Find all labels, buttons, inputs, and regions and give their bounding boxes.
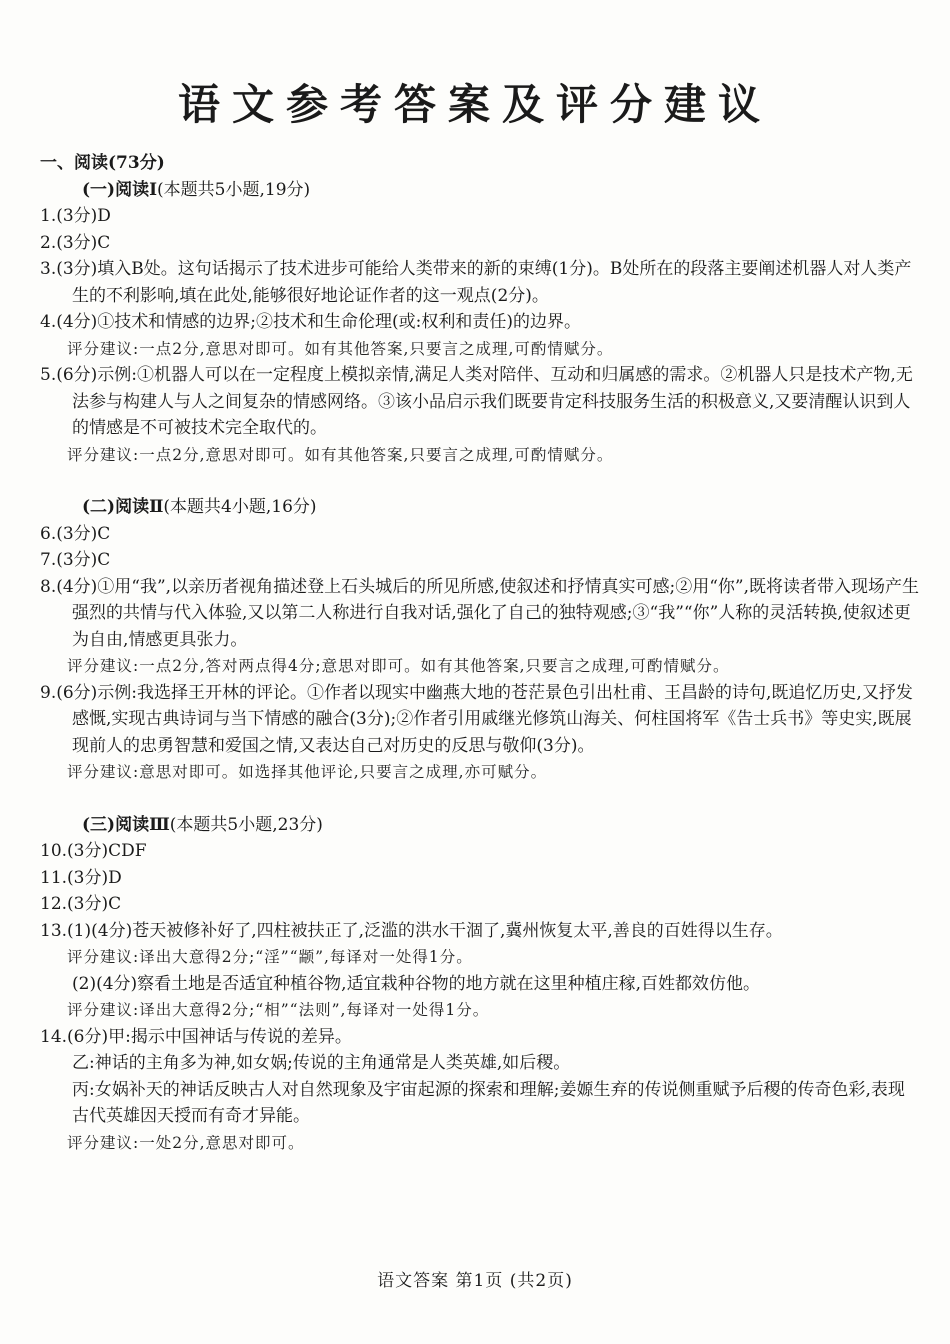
grading-note-q8: 评分建议:一点2分,答对两点得4分;意思对即可。如有其他答案,只要言之成理,可酌情赋分。	[67, 657, 730, 675]
answer-q13-2: (2)(4分)察看土地是否适宜种植谷物,适宜栽种谷物的地方就在这里种植庄稼,百姓都效仿他。	[72, 973, 760, 994]
page-title: 语文参考答案及评分建议	[177, 80, 772, 129]
answer-q9: 9.(6分)示例:我选择王开林的评论。①作者以现实中幽燕大地的苍茫景色引出杜甫、王昌龄的诗句,既追忆历史,又抒发感慨,实现古典诗词与当下情感的融合(3分);②作者引用戚继光修筑山海关、何柱国将军《告士兵书》等史实,既展现前人的忠勇智慧和爱国之情,又表达自己对历史的反思与敬仰(3分)。	[40, 682, 913, 756]
answer-q5: 5.(6分)示例:①机器人可以在一定程度上模拟亲情,满足人类对陪伴、互动和归属感的需求。②机器人只是技术产物,无法参与构建人与人之间复杂的情感网络。③该小品启示我们既要肯定科技服务生活的积极意义,又要清醒认识到人的情感是不可被技术完全取代的。	[40, 365, 913, 438]
part-title: (二)阅读Ⅱ	[82, 497, 164, 517]
part-heading-3	[40, 812, 920, 839]
grading-note-q13-2: 评分建议:译出大意得2分;“相”“法则”,每译对一处得1分。	[67, 1001, 490, 1019]
answer-q11: 11.(3分)D	[40, 867, 122, 888]
answer-q14-b: 乙:神话的主角多为神,如女娲;传说的主角通常是人类英雄,如后稷。	[72, 1053, 571, 1073]
part-title: (三)阅读Ⅲ	[82, 814, 170, 835]
answer-q10: 10.(3分)CDF	[40, 841, 147, 861]
grading-note-q5: 评分建议:一点2分,意思对即可。如有其他答案,只要言之成理,可酌情赋分。	[67, 445, 614, 464]
answer-q1: 1.(3分)D	[40, 206, 111, 226]
answer-q4: 4.(4分)①技术和情感的边界;②技术和生命伦理(或:权利和责任)的边界。	[40, 312, 582, 332]
answer-q14-c: 丙:女娲补天的神话反映古人对自然现象及宇宙起源的探索和理解;姜嫄生弃的传说侧重赋予后稷的传奇色彩,表现古代英雄因天授而有奇才异能。	[72, 1079, 905, 1126]
answer-q6: 6.(3分)C	[40, 523, 111, 544]
answer-content	[40, 150, 920, 1156]
answer-q8: 8.(4分)①用“我”,以亲历者视角描述登上石头城后的所见所感,使叙述和抒情真实可感;②用“你”,既将读者带入现场产生强烈的共情与代入体验,又以第二人称进行自我对话,强化了自己的独特观感;③“我”“你”人称的灵活转换,使叙述更为自由,情感更具张力。	[40, 576, 920, 650]
part-info: (本题共4小题,16分)	[163, 497, 317, 517]
grading-note-q4: 评分建议:一点2分,意思对即可。如有其他答案,只要言之成理,可酌情赋分。	[67, 339, 614, 358]
answer-q7: 7.(3分)C	[40, 550, 111, 570]
part-heading-2	[40, 494, 920, 521]
answer-q3: 3.(3分)填入B处。这句话揭示了技术进步可能给人类带来的新的束缚(1分)。B处所在的段落主要阐述机器人对人类产生的不利影响,填在此处,能够很好地论证作者的这一观点(2分)。	[40, 259, 912, 306]
answer-q14-a: 14.(6分)甲:揭示中国神话与传说的差异。	[40, 1026, 352, 1047]
part-heading-1	[40, 177, 920, 204]
grading-note-q13-1: 评分建议:译出大意得2分;“淫”“颛”,每译对一处得1分。	[67, 948, 473, 966]
part-info: (本题共5小题,23分)	[169, 814, 323, 835]
answer-q12: 12.(3分)C	[40, 894, 122, 914]
answer-q13-1: 13.(1)(4分)苍天被修补好了,四柱被扶正了,泛滥的洪水干涸了,冀州恢复太平,善良的百姓得以生存。	[40, 920, 783, 941]
page-footer: 语文答案 第1页 (共2页)	[377, 1271, 573, 1291]
answer-q2: 2.(3分)C	[40, 232, 111, 253]
grading-note-q9: 评分建议:意思对即可。如选择其他评论,只要言之成理,亦可赋分。	[67, 763, 548, 781]
part-title: (一)阅读Ⅰ	[82, 179, 158, 200]
part-info: (本题共5小题,19分)	[157, 179, 311, 200]
grading-note-q14: 评分建议:一处2分,意思对即可。	[67, 1133, 305, 1152]
section-heading: 一、阅读(73分)	[40, 153, 165, 173]
